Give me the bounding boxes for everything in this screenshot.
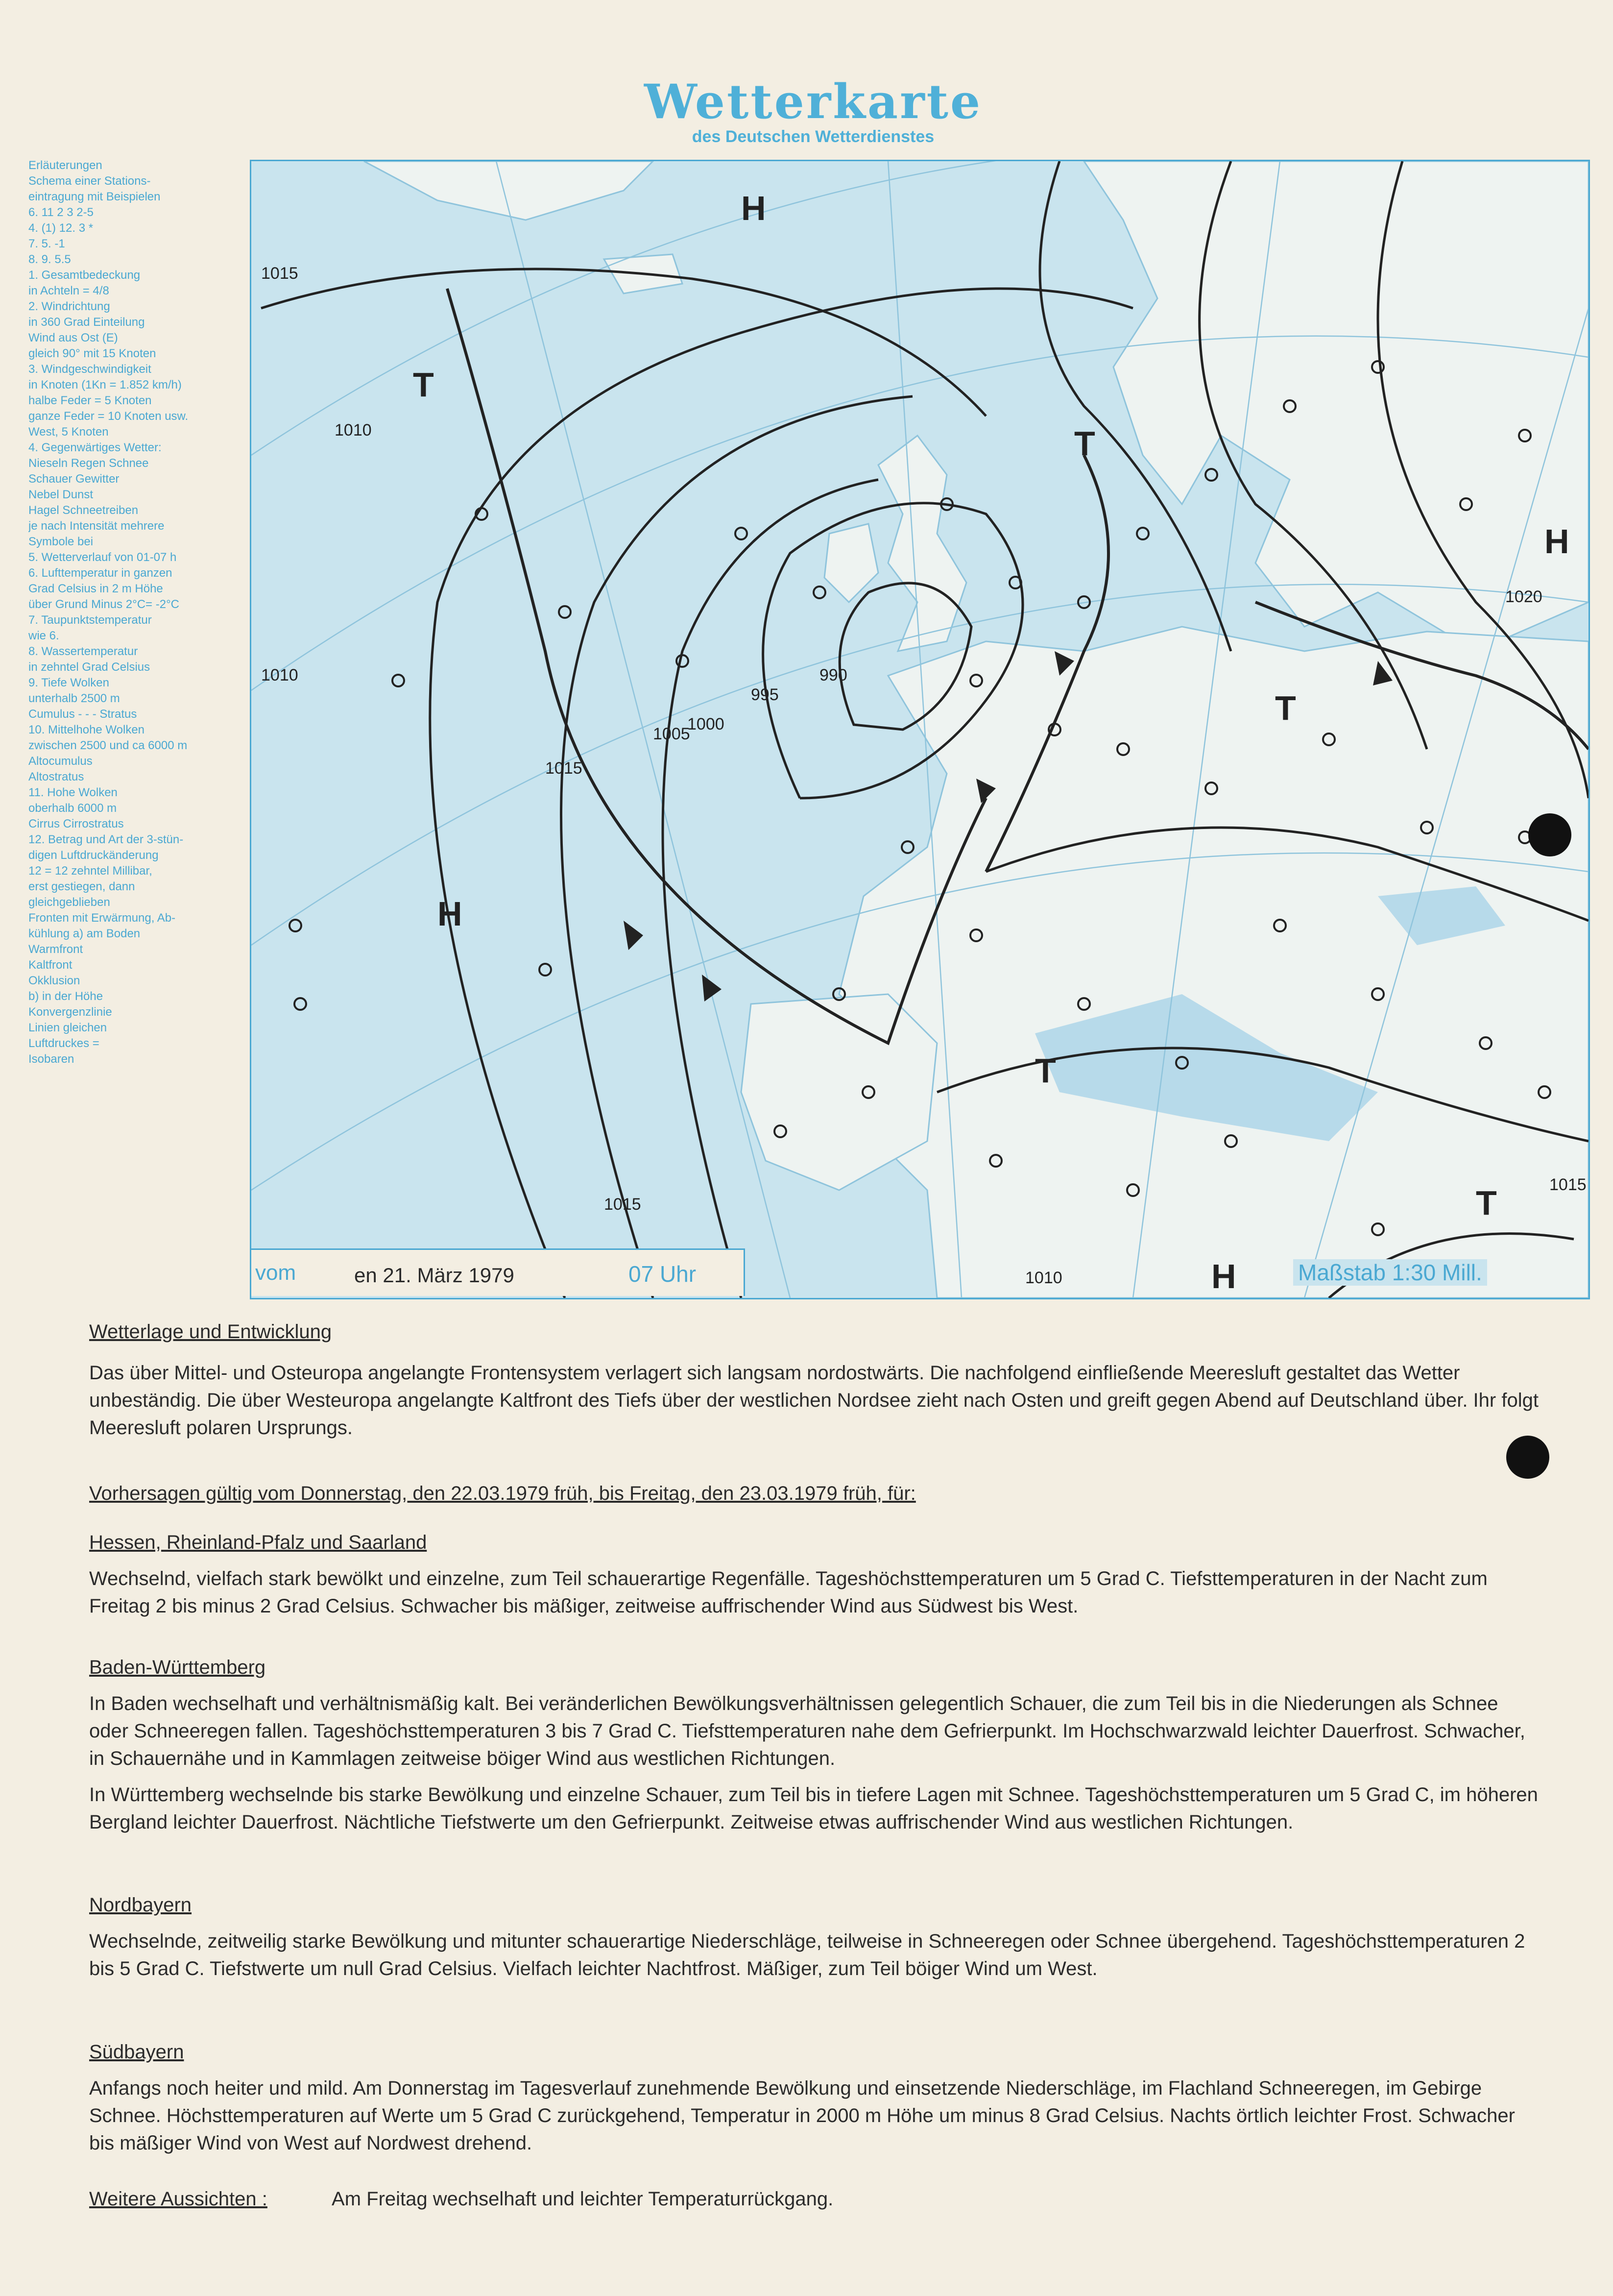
section-vorhersage [89,1480,1539,1507]
legend-line: West, 5 Knoten [28,425,109,439]
legend-line: Cirrus Cirrostratus [28,817,124,830]
heading-bw: Baden-Württemberg [89,1657,266,1678]
section-nordbayern [89,1891,1539,1982]
legend-line: b) in der Höhe [28,990,103,1003]
station-circle [902,841,914,853]
legend-line: 7. 5. -1 [28,237,65,250]
legend-line: Hagel Schneetreiben [28,504,139,517]
marker-h-1: H [741,189,766,227]
legend-line: 9. Tiefe Wolken [28,676,109,689]
legend-line: Fronten mit Erwärmung, Ab- [28,911,176,925]
text-wuerttemberg: In Württemberg wechselnde bis starke Bewölkung und einzelne Schauer, zum Teil bis in tiefere Lagen mit Schnee. Tageshöchsttemperaturen um 5 Grad C, im höheren Bergland leichter Dauerfrost. Nächtliche Tiefstwerte um den Gefrierpunkt. Zeitweise etwas auffrischender Wind aus westlichen Richtungen. [89,1784,1538,1833]
legend-line: oberhalb 6000 m [28,802,117,815]
legend-line: 12. Betrag und Art der 3-stün- [28,833,184,846]
marker-t-5: T [1476,1184,1497,1222]
pressure-label: 1000 [687,715,724,733]
section-hessen [89,1529,1539,1620]
legend-line: Linien gleichen [28,1021,107,1034]
legend-line: halbe Feder = 5 Knoten [28,394,152,407]
legend-line: digen Luftdruckänderung [28,849,159,862]
legend-line: unterhalb 2500 m [28,692,120,705]
legend-line: Konvergenzlinie [28,1005,112,1019]
legend-line: Grad Celsius in 2 m Höhe [28,582,163,595]
map-scale: Maßstab 1:30 Mill. [1293,1259,1487,1286]
heading-wetterlage: Wetterlage und Entwicklung [89,1321,332,1343]
legend-line: zwischen 2500 und ca 6000 m [28,739,188,752]
section-lage [89,1318,1539,1441]
legend-line: 6. Lufttemperatur in ganzen [28,566,172,580]
heading-aussichten: Weitere Aussichten : [89,2188,267,2210]
marker-t-2: T [1074,424,1095,463]
legend-line: eintragung mit Beispielen [28,190,161,203]
legend-line: Altocumulus [28,755,93,768]
map-vom-label: vom [255,1261,296,1285]
legend-line: 2. Windrichtung [28,300,110,313]
legend-line: gleich 90° mit 15 Knoten [28,347,156,360]
pressure-label: 1010 [261,666,298,684]
marker-t-4: T [1035,1051,1056,1090]
station-circle [735,528,747,539]
pressure-label: 990 [819,666,847,684]
legend-line: in zehntel Grad Celsius [28,660,150,674]
heading-nordbayern: Nordbayern [89,1894,192,1916]
text-aussichten: Am Freitag wechselhaft und leichter Temperaturrückgang. [332,2188,834,2210]
section-aussichten [89,2185,1539,2213]
legend-line: wie 6. [28,629,59,642]
heading-vorhersage: Vorhersagen gültig vom Donnerstag, den 22.03.1979 früh, bis Freitag, den 23.03.1979 früh, für: [89,1483,916,1504]
map-hour: 07 Uhr [628,1261,697,1287]
legend-line: in Knoten (1Kn = 1.852 km/h) [28,378,182,391]
legend-line: kühlung a) am Boden [28,927,141,940]
text-suedbayern: Anfangs noch heiter und mild. Am Donnerstag im Tagesverlauf zunehmende Bewölkung und einsetzende Niederschläge, im Flachland Schneeregen, im Gebirge Schnee. Höchsttemperaturen auf Werte um 5 Grad C zurückgehend, Temperatur in 2000 m Höhe um minus 8 Grad Celsius. Nachts örtlich leichter Frost. Schwacher bis mäßiger Wind von West auf Nordwest drehend. [89,2077,1515,2154]
legend-line: Schema einer Stations- [28,174,151,188]
marker-h-4: H [1211,1257,1236,1295]
legend-line: Nebel Dunst [28,488,94,501]
punch-hole [1528,813,1571,856]
station-circle [1205,469,1217,481]
page-subtitle: des Deutschen Wetterdienstes [692,127,935,146]
station-circle [289,920,301,931]
legend-line: Symbole bei [28,535,94,548]
pressure-label: 1015 [604,1195,641,1214]
legend-panel [28,158,249,1067]
station-circle [676,655,688,667]
legend-line: 8. Wassertemperatur [28,645,138,658]
legend-line: Wind aus Ost (E) [28,331,118,344]
map-graphic [251,161,1589,1298]
legend-line: erst gestiegen, dann [28,880,135,893]
legend-line: Schauer Gewitter [28,472,120,486]
text-hessen: Wechselnd, vielfach stark bewölkt und einzelne, zum Teil schauerartige Regenfälle. Tageshöchsttemperaturen um 5 Grad C. Tiefsttemperaturen in der Nacht zum Freitag 2 bis minus 2 Grad Celsius. Schwacher bis mäßiger, zeitweise auffrischender Wind aus Südwest bis West. [89,1568,1488,1617]
station-circle [559,606,571,618]
legend-line: Luftdruckes = [28,1037,99,1050]
legend-line: 8. 9. 5.5 [28,253,71,266]
station-circle [539,964,551,976]
section-bw [89,1654,1539,1836]
pressure-label: 1015 [261,264,298,283]
legend-line: Cumulus - - - Stratus [28,708,137,721]
section-suedbayern [89,2038,1539,2157]
page-title: Wetterkarte [644,74,983,129]
legend-line: Erläuterungen [28,159,102,172]
legend-line: 1. Gesamtbedeckung [28,269,141,282]
map-date-box [251,1248,745,1296]
land-britain [878,436,966,651]
legend-line: 3. Windgeschwindigkeit [28,363,151,376]
marker-h-2: H [437,895,462,933]
legend-line: Isobaren [28,1052,74,1066]
legend-line: 4. (1) 12. 3 * [28,221,94,235]
land-scandinavia [1084,161,1589,651]
weather-map [250,160,1590,1299]
legend-line: 11. Hohe Wolken [28,786,118,799]
marker-t-1: T [413,366,434,404]
legend-line: gleichgeblieben [28,896,110,909]
pressure-label: 1020 [1505,587,1542,606]
pressure-label: 1015 [1549,1175,1587,1194]
heading-suedbayern: Südbayern [89,2041,184,2063]
station-circle [392,675,404,686]
station-circle [814,586,825,598]
legend-line: 7. Taupunktstemperatur [28,613,152,627]
text-wetterlage: Das über Mittel- und Osteuropa angelangte Frontensystem verlagert sich langsam nordostwärts. Die nachfolgend einfließende Meeresluft gestaltet das Wetter unbeständig. Die über Westeuropa angelangte Kaltfront des Tiefs über der westlichen Nordsee zieht nach Osten und greift gegen Abend auf Deutschland über. Ihr folgt Meeresluft polaren Ursprungs. [89,1362,1539,1439]
legend-line: 5. Wetterverlauf von 01-07 h [28,551,177,564]
station-circle [294,998,306,1010]
legend-line: Altostratus [28,770,84,783]
punch-hole [1506,1436,1549,1479]
legend-line: in 360 Grad Einteilung [28,316,145,329]
pressure-label: 1005 [653,725,690,743]
marker-h-3: H [1544,522,1569,561]
legend-line: Okklusion [28,974,80,987]
legend-line: 4. Gegenwärtiges Wetter: [28,441,162,454]
legend-line: über Grund Minus 2°C= -2°C [28,598,179,611]
legend-line: 12 = 12 zehntel Millibar, [28,864,152,878]
map-date: en 21. März 1979 [354,1264,514,1287]
legend-line: Kaltfront [28,958,72,972]
marker-t-3: T [1275,689,1296,727]
legend-line: Warmfront [28,943,83,956]
legend-line: 10. Mittelhohe Wolken [28,723,145,736]
legend-line: je nach Intensität mehrere [28,519,165,533]
legend-line: 6. 11 2 3 2-5 [28,206,94,219]
legend-line: Nieseln Regen Schnee [28,457,149,470]
legend-line: ganze Feder = 10 Knoten usw. [28,410,189,423]
pressure-label: 1015 [545,759,582,778]
text-baden: In Baden wechselhaft und verhältnismäßig kalt. Bei veränderlichen Bewölkungsverhältnissen gelegentlich Schauer, die zum Teil bis in die Niederungen als Schnee oder Schneeregen fallen. Tageshöchsttemperaturen 3 bis 7 Grad C. Tiefsttemperaturen nahe dem Gefrierpunkt. Im Hochschwarzwald leichter Dauerfrost. Schwacher, in Schauernähe und in Kammlagen zeitweise böiger Wind aus westlichen Richtungen. [89,1693,1525,1769]
legend-line: in Achteln = 4/8 [28,284,109,297]
heading-hessen: Hessen, Rheinland-Pfalz und Saarland [89,1532,427,1553]
pressure-label: 995 [751,685,779,704]
pressure-label: 1010 [1025,1269,1062,1287]
station-circle [1137,528,1149,539]
text-nordbayern: Wechselnde, zeitweilig starke Bewölkung und mitunter schauerartige Niederschläge, teilweise in Schneeregen oder Schnee übergehend. Tageshöchsttemperaturen 2 bis 5 Grad C. Tiefstwerte um null Grad Celsius. Vielfach leichter Nachtfrost. Mäßiger, zum Teil böiger Wind um West. [89,1930,1525,1979]
map-title-block [617,74,1009,147]
land-greenland [364,161,653,220]
pressure-label: 1010 [335,421,372,440]
